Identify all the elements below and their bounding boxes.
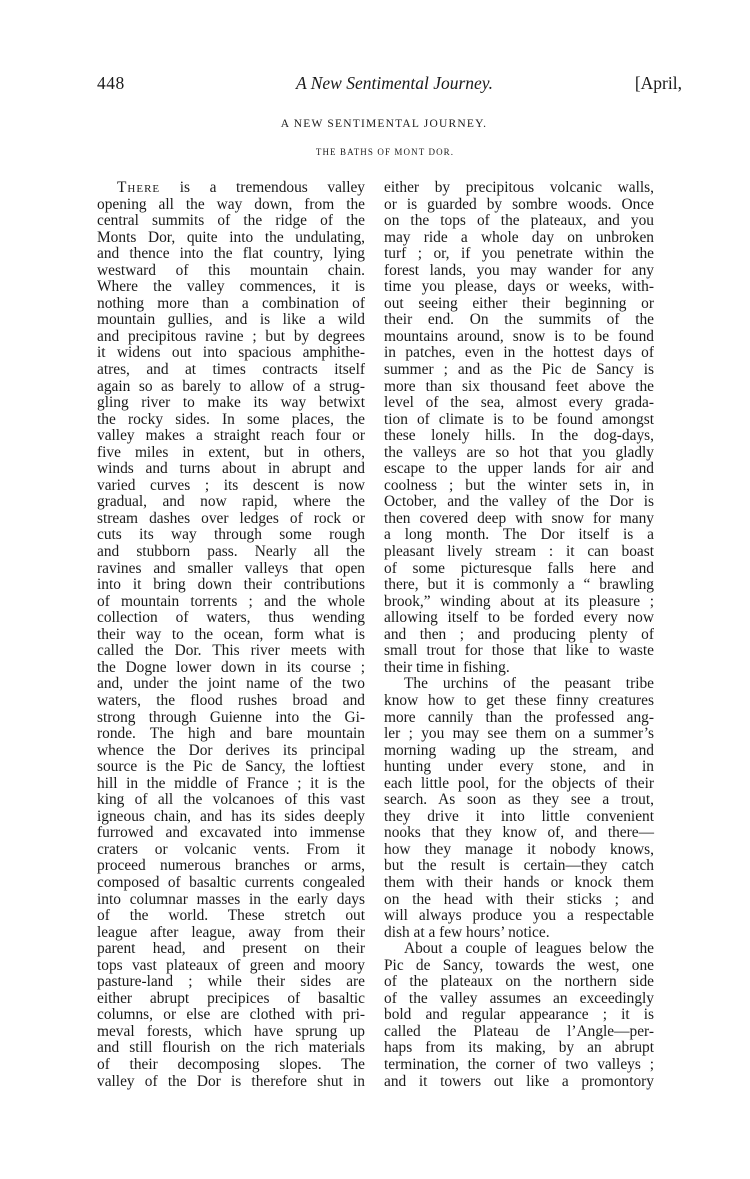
- opening-word: There: [117, 179, 161, 196]
- text-line: stream dashes over ledges of rock or: [97, 509, 365, 527]
- text-line: the valleys are so hot that you gladly: [384, 443, 654, 461]
- text-line: or is guarded by sombre woods. Once: [384, 195, 654, 213]
- text-line: valley of the Dor is therefore shut in: [97, 1072, 365, 1090]
- text-line: gling river to make its way betwixt: [97, 394, 365, 412]
- text-line: may ride a whole day on unbroken: [384, 228, 654, 246]
- text-line: and still flourish on the rich materials: [97, 1039, 365, 1057]
- text-line: time you please, days or weeks, with-: [384, 278, 654, 296]
- text-line: central summits of the ridge of the: [97, 212, 365, 230]
- text-line: the rocky sides. In some places, the: [97, 410, 365, 428]
- text-line: coolness ; but the winter sets in, in: [384, 476, 654, 494]
- text-line: ravines and smaller valleys that open: [97, 559, 365, 577]
- text-line: ler ; you may see them on a summer’s: [384, 725, 654, 743]
- page-number: 448: [97, 73, 125, 93]
- text-line: each little pool, for the objects of their: [384, 774, 654, 792]
- text-line: on the head with their sticks ; and: [384, 890, 654, 908]
- running-header: [97, 73, 682, 97]
- text-line: craters or volcanic vents. From it: [97, 840, 365, 858]
- text-line: columns, or else are clothed with pri-: [97, 1006, 365, 1024]
- text-line: atres, and at times contracts itself: [97, 361, 365, 379]
- text-line: whence the Dor derives its principal: [97, 741, 365, 759]
- text-line: westward of this mountain chain.: [97, 261, 365, 279]
- text-line: winds and turns about in abrupt and: [97, 460, 365, 478]
- text-line: turf ; or, if you penetrate within the: [384, 245, 654, 263]
- text-line: [97, 180, 365, 197]
- text-line: will always produce you a respectable: [384, 907, 654, 925]
- text-line: of their decomposing slopes. The: [97, 1055, 365, 1073]
- text-line: pasture-land ; while their sides are: [97, 973, 365, 991]
- text-line: they drive it into little convenient: [384, 807, 654, 825]
- text-line: hill in the middle of France ; it is the: [97, 774, 365, 792]
- text-line: but the result is certain—they catch: [384, 857, 654, 875]
- text-line: proceed numerous branches or arms,: [97, 857, 365, 875]
- text-line: tion of climate is to be found amongst: [384, 410, 654, 428]
- text-line: hunting under every stone, and in: [384, 758, 654, 776]
- text-line: strong through Guienne into the Gi-: [97, 708, 365, 726]
- article-subtitle: THE BATHS OF MONT DOR.: [315, 147, 455, 157]
- text-line: gradual, and now rapid, where the: [97, 493, 365, 511]
- text-line: called the Dor. This river meets with: [97, 642, 365, 660]
- text-line: Pic de Sancy, towards the west, one: [384, 956, 654, 974]
- text-line: know how to get these finny creatures: [384, 691, 654, 709]
- text-line: Monts Dor, quite into the undulating,: [97, 228, 365, 246]
- text-line: called the Plateau de l’Angle—per-: [384, 1022, 654, 1040]
- text-line: escape to the upper lands for air and: [384, 460, 654, 478]
- text-line: furrowed and excavated into immense: [97, 824, 365, 842]
- text-line: brook,” winding about at its pleasure ;: [384, 592, 654, 610]
- text-line: into columnar masses in the early days: [97, 890, 365, 908]
- text-line: October, and the valley of the Dor is: [384, 493, 654, 511]
- text-line: opening all the way down, from the: [97, 195, 365, 213]
- text-line: composed of basaltic currents congealed: [97, 873, 365, 891]
- text-line: About a couple of leagues below the: [404, 940, 654, 958]
- text-line: a long month. The Dor itself is a: [384, 526, 654, 544]
- text-line: Where the valley commences, it is: [97, 278, 365, 296]
- text-line: of the world. These stretch out: [97, 907, 365, 925]
- text-line: forest lands, you may wander for any: [384, 261, 654, 279]
- text-line: igneous chain, and has its sides deeply: [97, 807, 365, 825]
- text-line: how they manage it nobody knows,: [384, 840, 654, 858]
- text-line: and, under the joint name of the two: [97, 675, 365, 693]
- text-line: waters, the flood rushes broad and: [97, 691, 365, 709]
- text-line: meval forests, which have sprung up: [97, 1022, 365, 1040]
- text-line: mountain gullies, and is like a wild: [97, 311, 365, 329]
- text-line: their end. On the summits of the: [384, 311, 654, 329]
- text-line: nooks that they know of, and there—: [384, 824, 654, 842]
- issue-month: [April,: [634, 73, 682, 93]
- text-line: small trout for those that like to waste: [384, 642, 654, 660]
- text-line: and thence into the flat country, lying: [97, 245, 365, 263]
- text-line: of the valley assumes an exceedingly: [384, 989, 654, 1007]
- text-line: them with their hands or knock them: [384, 873, 654, 891]
- text-line: of some picturesque falls here and: [384, 559, 654, 577]
- text-line: dish at a few hours’ notice.: [384, 923, 550, 941]
- text-line: collection of waters, thus wending: [97, 609, 365, 627]
- text-line: termination, the corner of two valleys ;: [384, 1055, 654, 1073]
- text-line: and it towers out like a promontory: [384, 1072, 654, 1090]
- text-line: nothing more than a combination of: [97, 294, 365, 312]
- text-line: parent head, and present on their: [97, 940, 365, 958]
- text-line: it widens out into spacious amphithe-: [97, 344, 365, 362]
- text-line: more cannily than the professed ang-: [384, 708, 654, 726]
- text-line: tops vast plateaux of green and moory: [97, 956, 365, 974]
- text-line: their time in fishing.: [384, 658, 510, 676]
- text-line: search. As soon as they see a trout,: [384, 791, 654, 809]
- text-line: haps from its making, by an abrupt: [384, 1039, 654, 1057]
- left-column: [97, 180, 365, 1090]
- text-line: these lonely hills. In the dog-days,: [384, 427, 654, 445]
- text-line: either by precipitous volcanic walls,: [384, 179, 654, 196]
- text-line: bold and regular appearance ; it is: [384, 1006, 654, 1024]
- text-line: morning wading up the stream, and: [384, 741, 654, 759]
- text-line: the Dogne lower down in its course ;: [97, 658, 365, 676]
- text-line: and then ; and producing plenty of: [384, 625, 654, 643]
- text-line: level of the sea, almost every grada-: [384, 394, 654, 412]
- article-title: A NEW SENTIMENTAL JOURNEY.: [280, 118, 488, 130]
- text-line: out seeing either their beginning or: [384, 294, 654, 312]
- text-line: mountains around, snow is to be found: [384, 327, 654, 345]
- text-line: king of all the volcanoes of this vast: [97, 791, 365, 809]
- text-line: more than six thousand feet above the: [384, 377, 654, 395]
- text-line: valley makes a straight reach four or: [97, 427, 365, 445]
- text-line: ronde. The high and bare mountain: [97, 725, 365, 743]
- right-column: [384, 180, 654, 1090]
- text-line: their way to the ocean, form what is: [97, 625, 365, 643]
- text-line: into it bring down their contributions: [97, 576, 365, 594]
- text-line: again so as barely to allow of a strug-: [97, 377, 365, 395]
- text-line: there, but it is commonly a “ brawling: [384, 576, 654, 594]
- text-line: summer ; and as the Pic de Sancy is: [384, 361, 654, 379]
- text-line: of the plateaux on the northern side: [384, 973, 654, 991]
- text-line-rest: is a tremendous valley: [160, 179, 365, 196]
- text-line: league after league, away from their: [97, 923, 365, 941]
- text-line: five miles in extent, but in others,: [97, 443, 365, 461]
- text-line: allowing itself to be forded every now: [384, 609, 654, 627]
- text-line: cuts its way through some rough: [97, 526, 365, 544]
- text-line: in patches, even in the hottest days of: [384, 344, 654, 362]
- text-line: varied curves ; its descent is now: [97, 476, 365, 494]
- text-line: The urchins of the peasant tribe: [404, 675, 654, 693]
- text-line: of mountain torrents ; and the whole: [97, 592, 365, 610]
- text-line: source is the Pic de Sancy, the loftiest: [97, 758, 365, 776]
- running-title: A New Sentimental Journey.: [295, 73, 493, 93]
- text-line: and precipitous ravine ; but by degrees: [97, 327, 365, 345]
- text-line: pleasant lively stream : it can boast: [384, 543, 654, 561]
- text-line: and stubborn pass. Nearly all the: [97, 543, 365, 561]
- text-line: on the tops of the plateaux, and you: [384, 212, 654, 230]
- text-line: then covered deep with snow for many: [384, 509, 654, 527]
- text-line: either abrupt precipices of basaltic: [97, 989, 365, 1007]
